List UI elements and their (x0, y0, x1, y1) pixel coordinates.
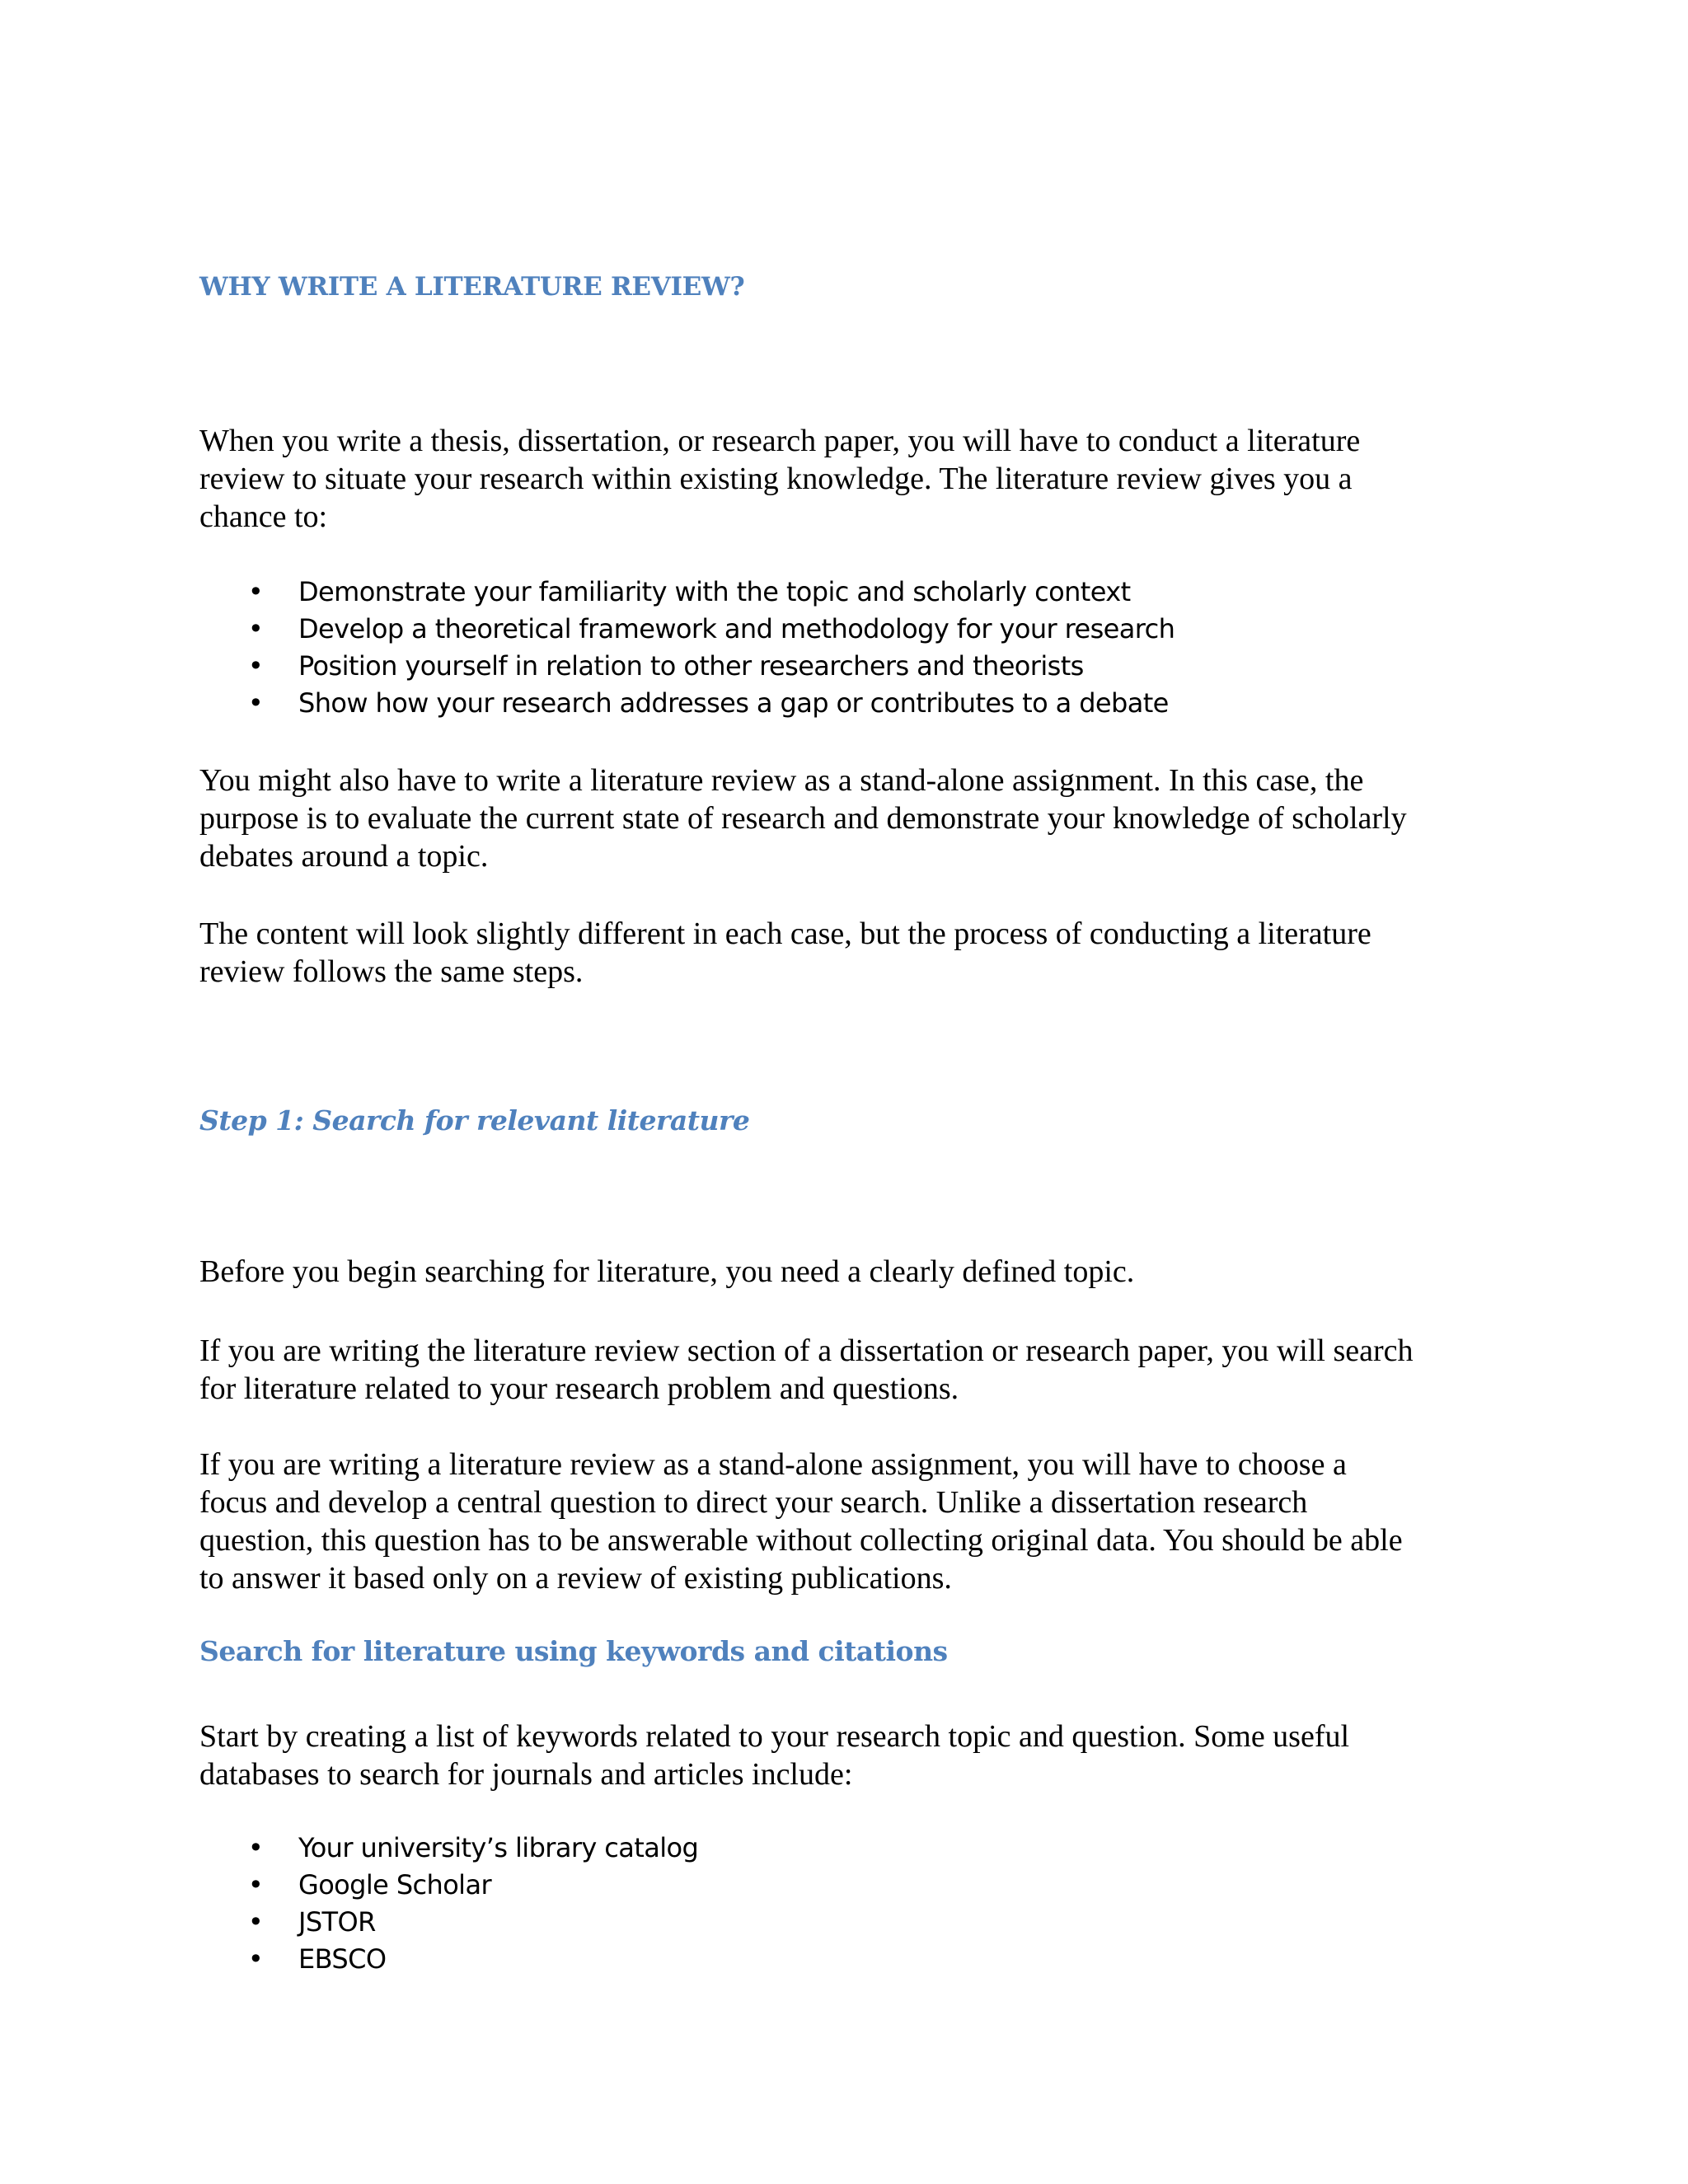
list-item (247, 648, 1175, 685)
literature-review-purpose-list (247, 574, 1175, 722)
list-item-text: Develop a theoretical framework and methodology for your research (298, 613, 1175, 644)
keywords-heading: Search for literature using keywords and citations (199, 1635, 948, 1667)
bullet-icon: • (247, 1869, 264, 1900)
dissertation-paragraph (199, 1332, 1502, 1408)
paragraph-line: purpose is to evaluate the current state of research and demonstrate your knowledge of scholarly (199, 801, 1407, 836)
list-item (247, 574, 1175, 611)
list-item-text: Show how your research addresses a gap or contributes to a debate (298, 687, 1169, 719)
paragraph-line: Start by creating a list of keywords related to your research topic and question. Some useful (199, 1719, 1350, 1754)
bullet-icon: • (247, 650, 264, 682)
list-item (247, 1830, 698, 1867)
before-paragraph (199, 1253, 1502, 1291)
list-item (247, 611, 1175, 648)
page-title: WHY WRITE A LITERATURE REVIEW? (199, 272, 745, 302)
bullet-icon: • (247, 1832, 264, 1863)
list-item-text: Google Scholar (298, 1869, 492, 1900)
list-item-text: JSTOR (298, 1906, 376, 1938)
paragraph-line: review to situate your research within existing knowledge. The literature review gives you a (199, 462, 1353, 496)
list-item-text: Demonstrate your familiarity with the topic and scholarly context (298, 576, 1131, 607)
assignment-paragraph (199, 1446, 1502, 1597)
start-paragraph (199, 1718, 1502, 1793)
list-item-text: EBSCO (298, 1943, 387, 1975)
paragraph-line: debates around a topic. (199, 839, 489, 874)
paragraph-line: When you write a thesis, dissertation, or research paper, you will have to conduct a literature (199, 424, 1361, 458)
bullet-icon: • (247, 1906, 264, 1938)
paragraph-line: question, this question has to be answerable without collecting original data. You should be able (199, 1523, 1403, 1558)
content-paragraph (199, 915, 1502, 991)
paragraph-line: for literature related to your research problem and questions. (199, 1371, 959, 1406)
bullet-icon: • (247, 613, 264, 644)
intro-paragraph (199, 422, 1502, 536)
list-item-text: Your university’s library catalog (298, 1832, 699, 1863)
paragraph-line: chance to: (199, 499, 328, 534)
paragraph-line: databases to search for journals and articles include: (199, 1757, 853, 1792)
step1-heading: Step 1: Search for relevant literature (199, 1104, 750, 1137)
paragraph-line: focus and develop a central question to direct your search. Unlike a dissertation research (199, 1485, 1308, 1520)
paragraph-line: Before you begin searching for literature, you need a clearly defined topic. (199, 1254, 1135, 1289)
list-item (247, 1904, 698, 1941)
paragraph-line: If you are writing a literature review as a stand-alone assignment, you will have to choose a (199, 1447, 1347, 1482)
list-item (247, 1941, 698, 1978)
paragraph-line: to answer it based only on a review of existing publications. (199, 1561, 952, 1596)
list-item (247, 1867, 698, 1904)
paragraph-line: You might also have to write a literature review as a stand-alone assignment. In this case, the (199, 763, 1364, 798)
standalone-paragraph (199, 762, 1502, 875)
paragraph-line: review follows the same steps. (199, 954, 584, 989)
bullet-icon: • (247, 687, 264, 719)
database-list (247, 1830, 698, 1978)
paragraph-line: If you are writing the literature review section of a dissertation or research paper, you will search (199, 1333, 1414, 1368)
paragraph-line: The content will look slightly different in each case, but the process of conducting a literature (199, 916, 1372, 951)
list-item (247, 685, 1175, 722)
bullet-icon: • (247, 576, 264, 607)
list-item-text: Position yourself in relation to other researchers and theorists (298, 650, 1084, 682)
bullet-icon: • (247, 1943, 264, 1975)
